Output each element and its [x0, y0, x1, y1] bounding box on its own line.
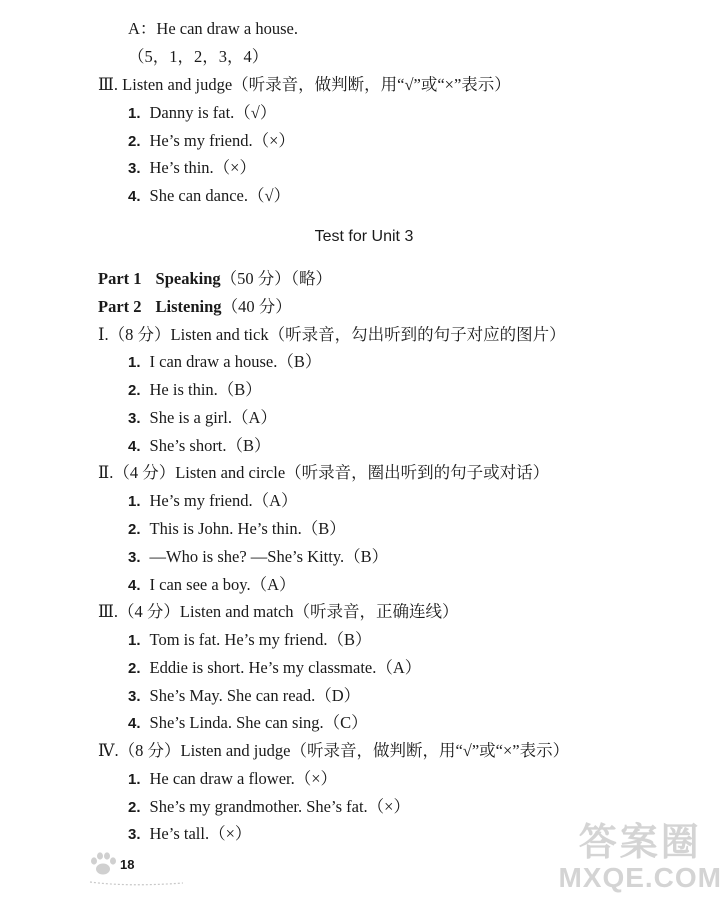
- answer-line: A：He can draw a house.: [128, 19, 298, 38]
- item-text: —Who is she? —She’s Kitty.（B）: [149, 547, 389, 566]
- item-number: 1.: [128, 105, 141, 122]
- list-item: [128, 824, 251, 845]
- item-text: This is John. He’s thin.（B）: [149, 519, 346, 538]
- list-item: [128, 131, 295, 152]
- item-text: She’s short.（B）: [149, 436, 271, 455]
- item-number: 1.: [128, 493, 141, 510]
- part-heading: [98, 297, 292, 317]
- list-item: [128, 575, 296, 596]
- list-item: [128, 103, 276, 124]
- section-heading: [98, 75, 511, 95]
- page-number: 18: [120, 857, 135, 872]
- part-rest: （50 分）（略）: [220, 269, 333, 288]
- section-roman: Ⅳ.: [98, 741, 119, 760]
- list-item: [128, 547, 388, 568]
- page-footer: [88, 848, 198, 888]
- item-number: 3.: [128, 688, 141, 705]
- part-label: Part 1: [98, 269, 142, 288]
- item-number: 3.: [128, 549, 141, 566]
- item-number: 2.: [128, 133, 141, 150]
- part-name: Listening: [155, 297, 222, 316]
- list-item: [128, 769, 337, 790]
- page-title: Test for Unit 3: [314, 228, 414, 245]
- item-text: She is a girl.（A）: [149, 408, 277, 427]
- list-item: [128, 352, 321, 373]
- section-roman: Ⅲ.: [98, 602, 119, 621]
- item-text: He’s my friend.（A）: [149, 491, 298, 510]
- section-heading: [98, 741, 569, 761]
- list-item: [128, 686, 360, 707]
- section-heading: [98, 602, 459, 622]
- list-item: [128, 491, 298, 512]
- part-name: Speaking: [155, 269, 221, 288]
- item-number: 2.: [128, 660, 141, 677]
- part-heading: [98, 269, 332, 289]
- item-text: I can see a boy.（A）: [149, 575, 296, 594]
- item-text: Tom is fat. He’s my friend.（B）: [149, 630, 372, 649]
- item-number: 3.: [128, 826, 141, 843]
- section-text: （8 分）Listen and tick（听录音，勾出听到的句子对应的图片）: [108, 325, 566, 344]
- item-number: 4.: [128, 577, 141, 594]
- list-item: [128, 797, 410, 818]
- item-text: Eddie is short. He’s my classmate.（A）: [149, 658, 422, 677]
- item-number: 4.: [128, 715, 141, 732]
- list-item: [128, 408, 277, 429]
- item-number: 4.: [128, 438, 141, 455]
- watermark: [558, 823, 722, 893]
- section-roman: Ⅱ.: [98, 463, 114, 482]
- watermark-url: MXQE.COM: [558, 862, 722, 893]
- section-heading: [98, 463, 549, 483]
- item-text: She’s May. She can read.（D）: [149, 686, 361, 705]
- order-line: （5，1，2，3，4）: [128, 47, 269, 66]
- list-item: [128, 380, 262, 401]
- section-heading: [98, 325, 566, 345]
- item-number: 1.: [128, 771, 141, 788]
- item-number: 3.: [128, 410, 141, 427]
- item-text: He can draw a flower.（×）: [149, 769, 338, 788]
- item-number: 1.: [128, 632, 141, 649]
- list-item: [128, 436, 271, 457]
- item-text: He’s tall.（×）: [149, 824, 252, 843]
- list-item: [128, 186, 290, 207]
- item-text: She’s Linda. She can sing.（C）: [149, 713, 368, 732]
- paw-print-icon: [88, 850, 118, 878]
- list-item: [128, 519, 346, 540]
- section-roman: Ⅰ.: [98, 325, 109, 344]
- item-text: He is thin.（B）: [149, 380, 262, 399]
- item-text: I can draw a house.（B）: [149, 352, 322, 371]
- part-rest: （40 分）: [221, 297, 292, 316]
- footer-dotted-divider: [88, 878, 198, 888]
- part-label: Part 2: [98, 297, 142, 316]
- section-text: （4 分）Listen and circle（听录音，圈出听到的句子或对话）: [113, 463, 550, 482]
- item-text: He’s thin.（×）: [149, 158, 256, 177]
- item-number: 2.: [128, 382, 141, 399]
- list-item: [128, 158, 256, 179]
- item-text: Danny is fat.（√）: [149, 103, 277, 122]
- section-text: （4 分）Listen and match（听录音，正确连线）: [118, 602, 459, 621]
- list-item: [128, 630, 372, 651]
- section-roman: Ⅲ.: [98, 75, 119, 94]
- list-item: [128, 658, 421, 679]
- item-number: 2.: [128, 799, 141, 816]
- item-text: She’s my grandmother. She’s fat.（×）: [149, 797, 410, 816]
- list-item: [128, 713, 368, 734]
- watermark-cn: 答案圈: [578, 822, 702, 864]
- section-text: （8 分）Listen and judge（听录音，做判断，用“√”或“×”表示）: [118, 741, 570, 760]
- item-number: 3.: [128, 160, 141, 177]
- section-text: Listen and judge（听录音，做判断，用“√”或“×”表示）: [122, 75, 511, 94]
- item-number: 1.: [128, 354, 141, 371]
- item-number: 2.: [128, 521, 141, 538]
- item-text: She can dance.（√）: [149, 186, 291, 205]
- item-number: 4.: [128, 188, 141, 205]
- item-text: He’s my friend.（×）: [149, 131, 295, 150]
